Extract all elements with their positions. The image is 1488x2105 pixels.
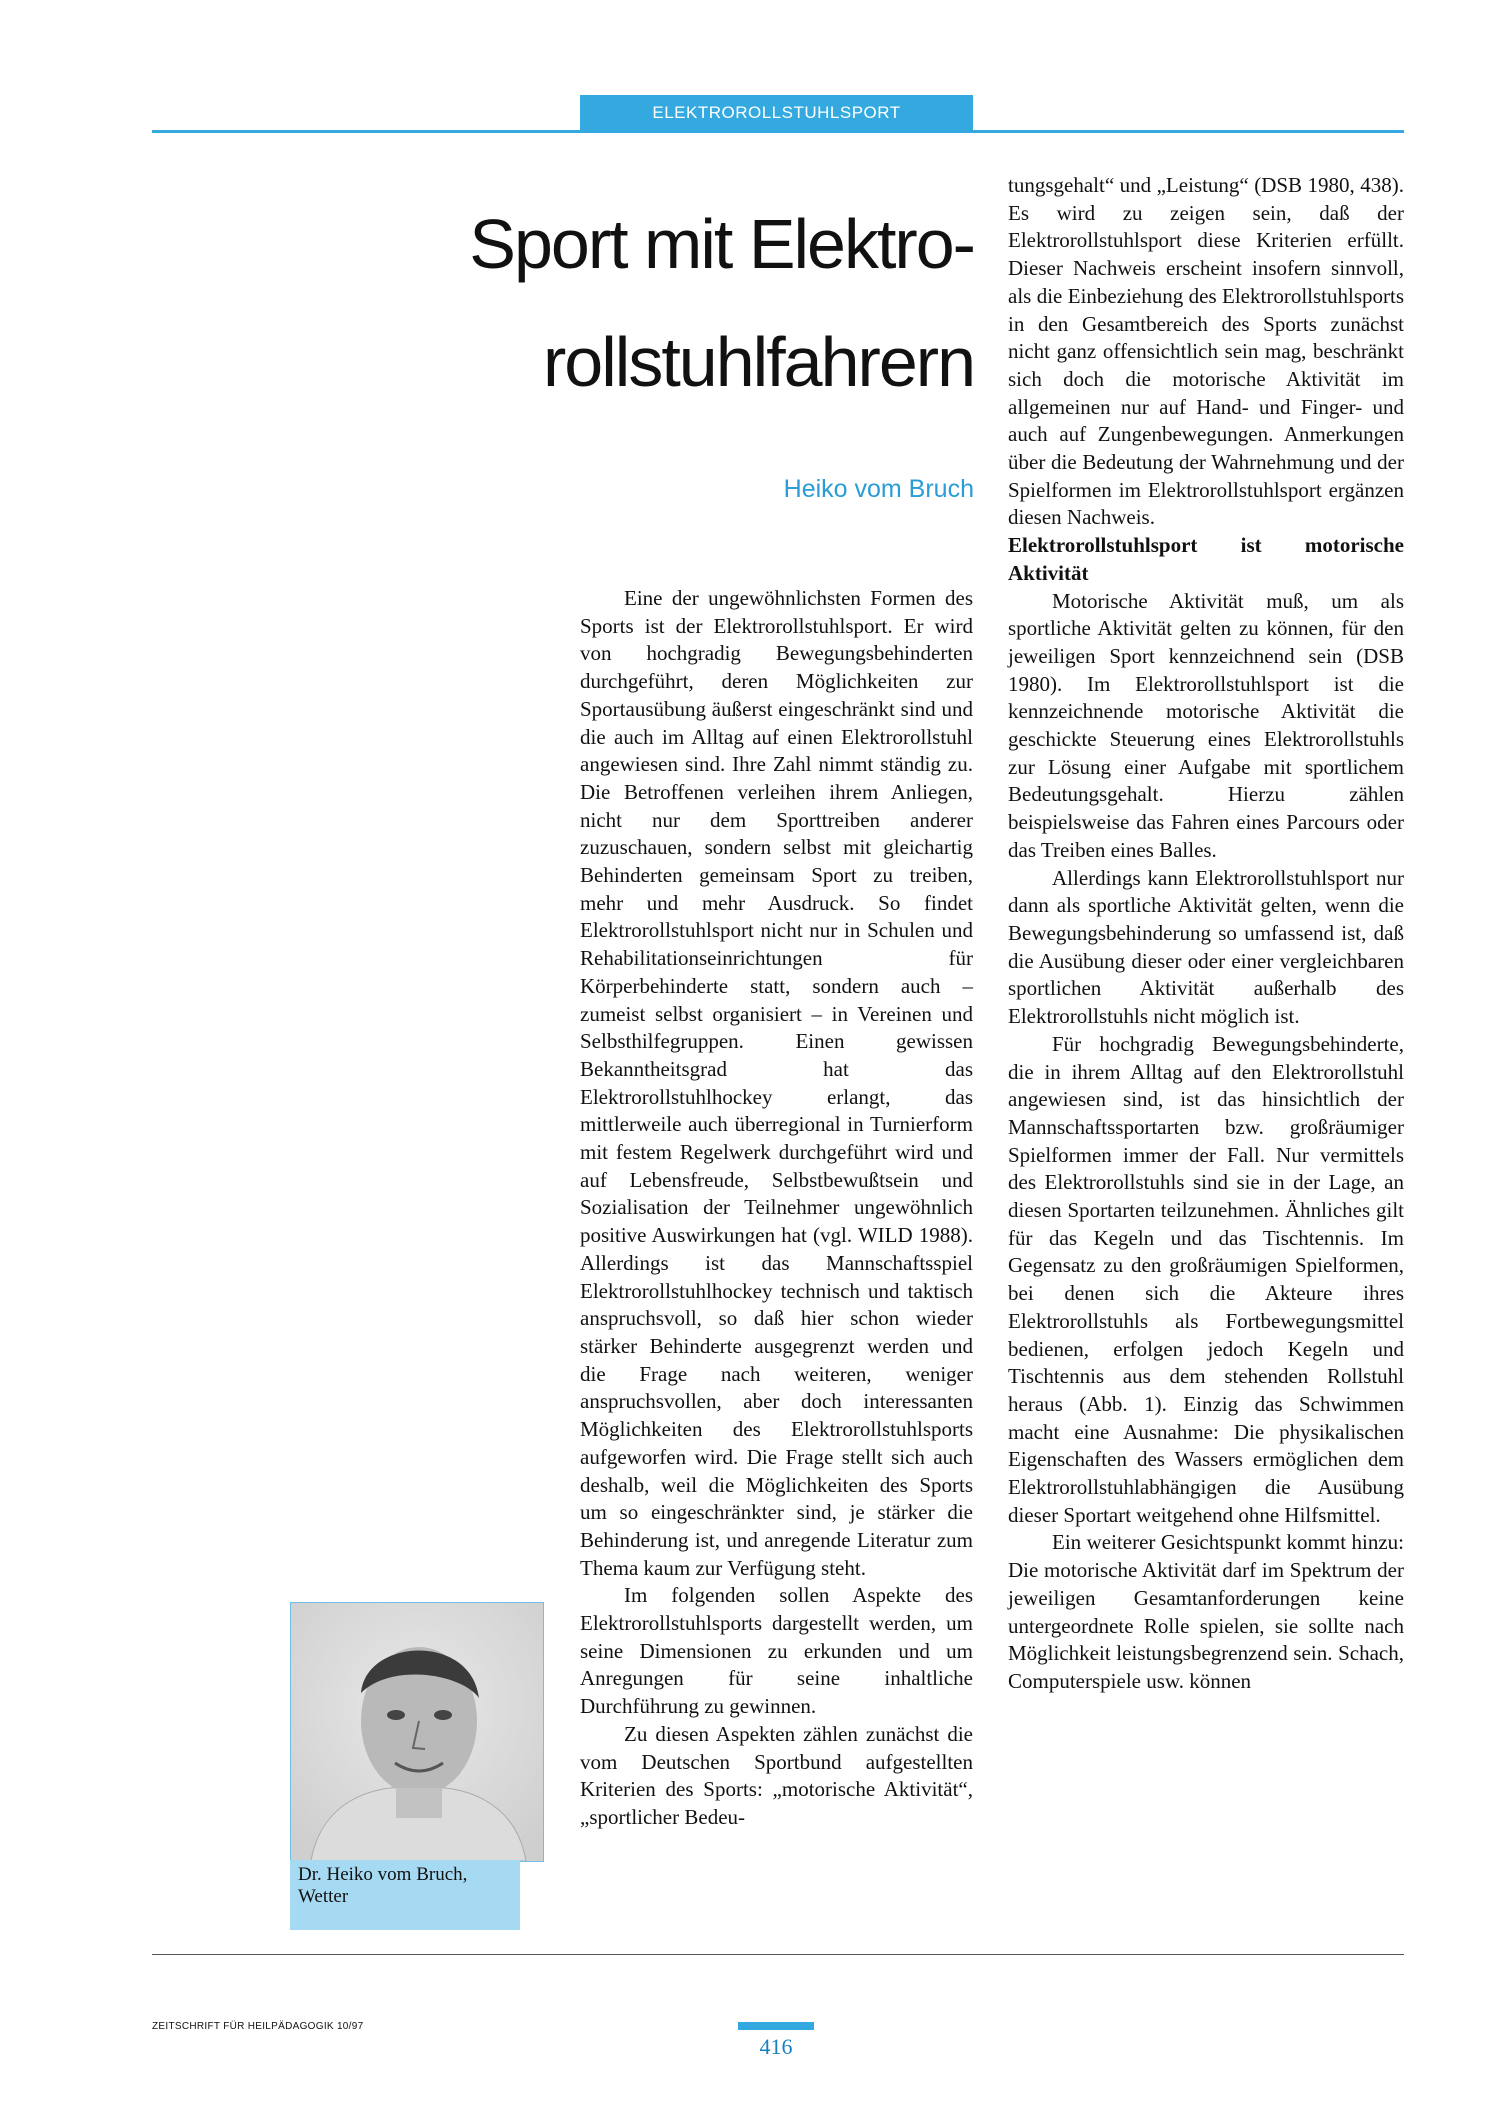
paragraph: tungsgehalt“ und „Leistung“ (DSB 1980, 438). Es wird zu zeigen sein, daß der Elektrorollstuhlsport diese Kriterien erfüllt. Dieser Nachweis erscheint insofern sinnvoll, als die Einbeziehung des Elektrorollstuhlsports in den Gesamtbereich des Sports zunächst nicht ganz offensichtlich sein mag, beschränkt sich doch die motorische Aktivität im allgemeinen nur auf Hand- und Finger- und auch auf Zungenbewegungen. Anmerkungen über die Bedeutung der Wahrnehmung und der Spielformen im Elektrorollstuhlsport ergänzen diesen Nachweis. xyxy=(1008,173,1404,530)
journal-footer: ZEITSCHRIFT FÜR HEILPÄDAGOGIK 10/97 xyxy=(152,2021,364,2032)
paragraph: Allerdings kann Elektrorollstuhlsport nur dann als sportliche Aktivität gelten, wenn die Bewegungsbehinderung so umfassend ist, daß die Ausübung dieser oder einer vergleichbaren sportlichen Aktivität außerhalb des Elektrorollstuhls nicht möglich ist. xyxy=(1008,865,1404,1029)
paragraph: Motorische Aktivität muß, um als sportliche Aktivität gelten zu können, für den jeweiligen Sport kennzeichnend sein (DSB 1980). Im Elektrorollstuhlsport ist die kennzeichnende motorische Aktivität die geschickte Steuerung eines Elektrorollstuhls zur Lösung einer Aufgabe mit sportlichem Bedeutungsgehalt. Hierzu zählen beispielsweise das Fahren eines Parcours oder das Treiben eines Balles. xyxy=(1008,588,1404,862)
paragraph: Zu diesen Aspekten zählen zunächst die vom Deutschen Sportbund aufgestellten Kriterien des Sports: „motorische Aktivität“, „sportlicher Bedeu- xyxy=(580,1721,973,1829)
caption-line: Dr. Heiko vom Bruch, xyxy=(298,1864,468,1885)
top-rule xyxy=(152,130,1404,133)
section-heading: Elektrorollstuhlsport ist motorische Aktivität xyxy=(1008,533,1404,585)
text-column-1 xyxy=(580,585,973,1832)
section-header-band xyxy=(580,95,973,131)
portrait-image xyxy=(291,1603,543,1861)
text-column-2 xyxy=(1008,172,1404,1696)
title-line-2: rollstuhlfahrern xyxy=(543,323,974,401)
section-label: ELEKTROROLLSTUHLSPORT xyxy=(652,103,901,122)
paragraph: Für hochgradig Bewegungsbehinderte, die in ihrem Alltag auf den Elektrorollstuhl angewiesen sind, ist das hinsichtlich der Mannschaftssportarten bzw. großräumiger Spielformen immer der Fall. Nur vermittels des Elektrorollstuhls sind sie in der Lage, an diesen Sportarten teilzunehmen. Ähnliches gilt für das Kegeln und das Tischtennis. Im Gegensatz zu den großräumigen Spielformen, bei denen sich die Akteure ihres Elektrorollstuhls als Fortbewegungsmittel bedienen, erfolgen jedoch Kegeln und Tischtennis aus dem stehenden Rollstuhl heraus (Abb. 1). Einzig das Schwimmen macht eine Ausnahme: Die physikalischen Eigenschaften des Wassers ermöglichen dem Elektrorollstuhlabhängigen die Ausübung dieser Sportart weitgehend ohne Hilfsmittel. xyxy=(1008,1031,1404,1527)
bottom-rule xyxy=(152,1954,1404,1955)
page-number: 416 xyxy=(759,2034,793,2059)
article-title xyxy=(300,185,974,421)
paragraph: Ein weiterer Gesichtspunkt kommt hinzu: Die motorische Aktivität darf im Spektrum der jeweiligen Gesamtanforderungen keine untergeordnete Rolle spielen, sie sollte nach Möglichkeit leistungsbegrenzend sein. Schach, Computerspiele usw. können xyxy=(1008,1530,1404,1693)
photo-caption xyxy=(290,1860,520,1930)
paragraph: Eine der ungewöhnlichsten Formen des Sports ist der Elektrorollstuhlsport. Er wird von hochgradig Bewegungsbehinderten durchgeführt, deren Möglichkeiten zur Sportausübung äußerst eingeschränkt sind und die auch im Alltag auf einen Elektrorollstuhl angewiesen sind. Ihre Zahl nimmt ständig zu. Die Betroffenen verleihen ihrem Anliegen, nicht nur dem Sporttreiben anderer zuzuschauen, sondern selbst mit gleichartig Behinderten gemeinsam Sport zu treiben, mehr und mehr Ausdruck. So findet Elektrorollstuhlsport nicht nur in Schulen und Rehabilitationseinrichtungen für Körperbehinderte statt, sondern auch – zumeist selbst organisiert – in Vereinen und Selbsthilfegruppen. Einen gewissen Bekanntheitsgrad hat das Elektrorollstuhlhockey erlangt, das mittlerweile auch überregional in Turnierform mit festem Regelwerk durchgeführt wird und auf Lebensfreude, Selbstbewußtsein und Sozialisation der Teilnehmer ungewöhnlich positive Auswirkungen hat (vgl. WILD 1988). Allerdings ist das Mannschaftsspiel Elektrorollstuhlhockey technisch und taktisch anspruchsvoll, so daß hier schon wieder stärker Behinderte ausgegrenzt werden und die Frage nach weiteren, weniger anspruchsvollen, aber doch interessanten Möglichkeiten des Elektrorollstuhlsports aufgeworfen wird. Die Frage stellt sich auch deshalb, weil die Möglichkeiten des Sports um so eingeschränkter sind, je stärker die Behinderung ist, und anregende Literatur zum Thema kaum zur Verfügung steht. xyxy=(580,586,973,1580)
page-number-band xyxy=(738,2022,814,2030)
author-photo xyxy=(290,1602,544,1862)
article-author: Heiko vom Bruch xyxy=(783,475,974,503)
title-line-1: Sport mit Elektro- xyxy=(469,205,974,283)
paragraph: Im folgenden sollen Aspekte des Elektrorollstuhlsports dargestellt werden, um seine Dimensionen zu erkunden und um Anregungen für seine inhaltliche Durchführung zu gewinnen. xyxy=(580,1583,973,1719)
caption-line: Wetter xyxy=(298,1886,349,1907)
